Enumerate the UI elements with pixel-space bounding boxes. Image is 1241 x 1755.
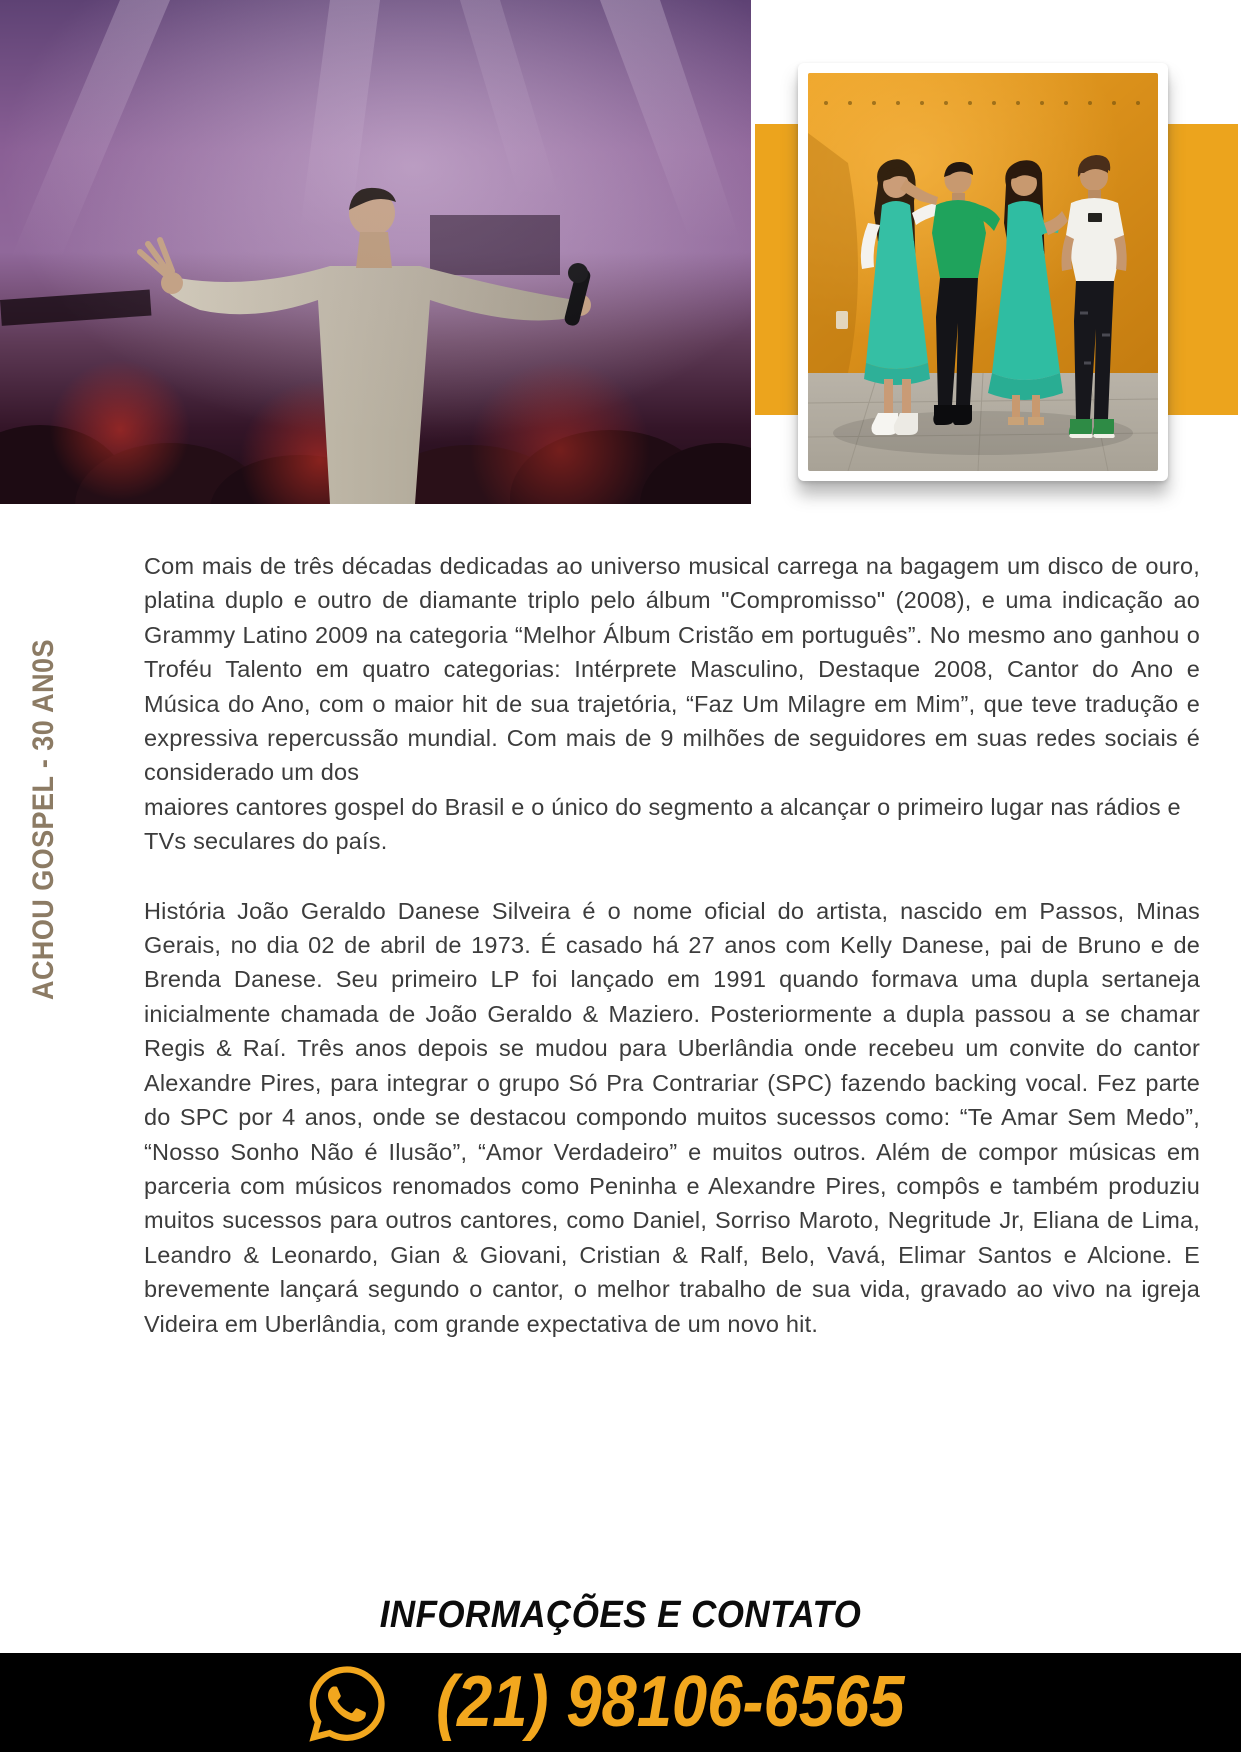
contact-heading: INFORMAÇÕES E CONTATO <box>379 1594 862 1636</box>
whatsapp-icon <box>304 1661 390 1747</box>
family-photo <box>808 73 1158 471</box>
vertical-edition-label: ACHOU GOSPEL - 30 AN0S <box>27 639 60 1000</box>
whatsapp-phone-number: (21) 98106-6565 <box>436 1662 905 1742</box>
article-paragraph-2: História João Geraldo Danese Silveira é o nome oficial do artista, nascido em Passos, Minas Gerais, no dia 02 de abril de 1973. É casado há 27 anos com Kelly Danese, pai de Bruno e de Brenda Danese. Seu primeiro LP foi lançado em 1991 quando formava uma dupla sertaneja inicialmente chamada de João Geraldo & Maziero. Posteriormente a dupla passou a se chamar Regis & Raí. Três anos depois se mudou para Uberlândia onde recebeu um convite do cantor Alexandre Pires, para integrar o grupo Só Pra Contrariar (SPC) fazendo backing vocal. Fez parte do SPC por 4 anos, onde se destacou compondo muitos sucessos como: “Te Amar Sem Medo”, “Nosso Sonho Não é Ilusão”, “Amor Verdadeiro” e muitos outros. Além de compor músicas em parceria com músicos renomados como Peninha e Alexandre Pires, compôs e também produziu muitos sucessos para outros cantores, como Daniel, Sorriso Maroto, Negritude Jr, Eliana de Lima, Leandro & Leonardo, Gian & Giovani, Cristian & Ralf, Belo, Vavá, Elimar Santos e Alcione. E brevemente lançará segundo o cantor, o melhor trabalho de sua vida, gravado ao vivo na igreja Videira em Uberlândia, com grande expectativa de um novo hit. <box>144 897 1200 1337</box>
family-photo-card <box>798 63 1168 481</box>
contact-bar <box>0 1653 1241 1752</box>
article-paragraph-1b: maiores cantores gospel do Brasil e o único do segmento a alcançar o primeiro lugar nas rádios e TVs seculares do país. <box>144 793 1181 855</box>
concert-photo <box>0 0 751 504</box>
article-body <box>144 549 1200 1341</box>
article-paragraph-1: Com mais de três décadas dedicadas ao universo musical carrega na bagagem um disco de ouro, platina duplo e outro de diamante triplo pelo álbum "Compromisso" (2008), e uma indicação ao Grammy Latino 2009 na categoria “Melhor Álbum Cristão em português”. No mesmo ano ganhou o Troféu Talento em quatro categorias: Intérprete Masculino, Destaque 2008, Cantor do Ano e Música do Ano, com o maior hit de sua trajetória, “Faz Um Milagre em Mim”, que teve tradução e expressiva repercussão mundial. Com mais de 9 milhões de seguidores em suas redes sociais é considerado um dos <box>144 553 1200 786</box>
